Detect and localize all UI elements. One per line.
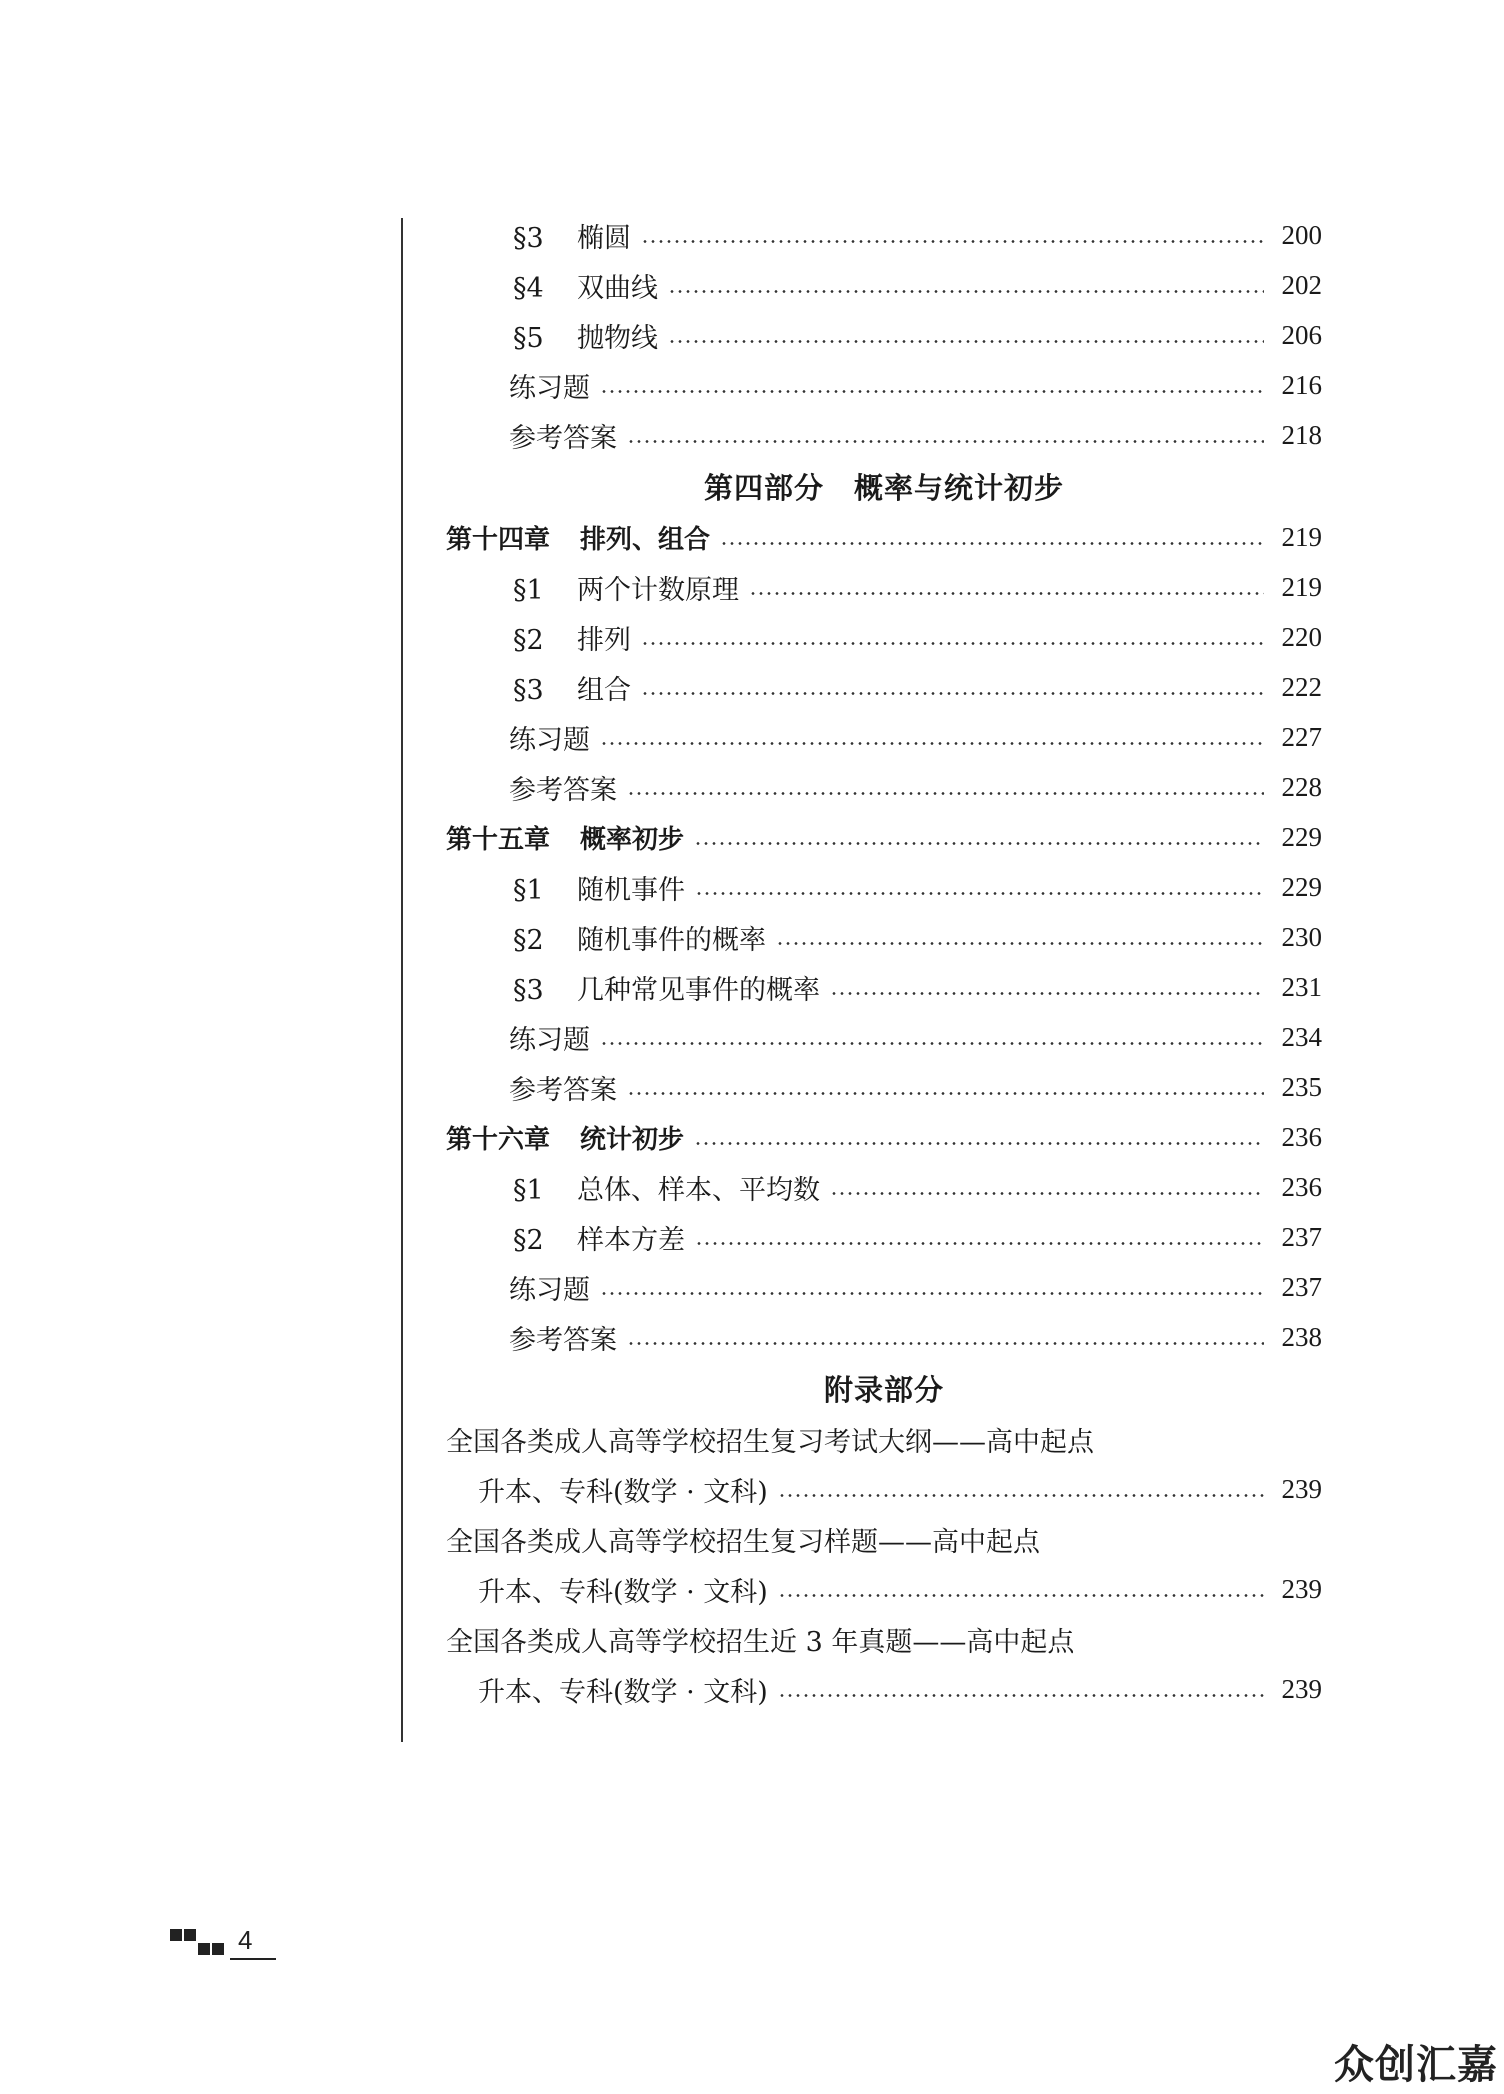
page-ref: 236 (1281, 1121, 1322, 1152)
entry-title (513, 266, 658, 305)
section-symbol: §1 (513, 574, 544, 606)
entry-title-text: 样本方差 (577, 1224, 685, 1256)
margin-rule (401, 218, 403, 1742)
toc-entry-sec[interactable] (446, 962, 1322, 1012)
leader-dots (830, 1192, 1264, 1195)
entry-title-text: 概率初步 (580, 824, 685, 855)
toc-entry-sec[interactable] (446, 1212, 1322, 1262)
page-ref: 200 (1281, 219, 1322, 250)
entry-title (509, 1018, 590, 1057)
entry-title (513, 618, 631, 657)
section-symbol: §4 (513, 272, 544, 304)
entry-title-text: 统计初步 (580, 1124, 685, 1155)
toc-entry-sub[interactable] (446, 1012, 1322, 1062)
section-symbol: §1 (513, 1174, 544, 1206)
toc-entry-sec[interactable] (446, 612, 1322, 662)
leader-dots (627, 440, 1264, 443)
entry-title-text: 抛物线 (577, 322, 658, 354)
appendix-entry-title[interactable]: 全国各类成人高等学校招生近 3 年真题——高中起点 (446, 1626, 1075, 1658)
page-ref: 230 (1281, 921, 1322, 952)
page-ref: 219 (1281, 521, 1322, 552)
footer-decoration (212, 1943, 224, 1955)
leader-dots (830, 992, 1264, 995)
toc-entry-sec[interactable] (446, 210, 1322, 260)
section-symbol: §3 (513, 222, 544, 254)
part-heading: 附录部分 (823, 1372, 944, 1407)
leader-dots (695, 1242, 1264, 1245)
leader-dots (778, 1494, 1264, 1497)
section-symbol: §2 (513, 1224, 544, 1256)
entry-title (513, 968, 820, 1007)
toc-entry-chap[interactable] (446, 1112, 1322, 1162)
leader-dots (695, 892, 1264, 895)
toc-entry-chap[interactable] (446, 512, 1322, 562)
entry-title-text: 几种常见事件的概率 (577, 974, 820, 1006)
page-ref: 229 (1281, 871, 1322, 902)
entry-title (478, 1470, 768, 1509)
leader-dots (600, 1042, 1264, 1045)
footer-decoration (170, 1929, 182, 1941)
entry-title-text: 练习题 (509, 1274, 590, 1306)
toc-entry-app2[interactable] (446, 1664, 1322, 1714)
page-ref: 216 (1281, 369, 1322, 400)
page-ref: 231 (1281, 971, 1322, 1002)
footer-decoration (184, 1929, 196, 1941)
section-symbol: §3 (513, 674, 544, 706)
page-ref: 227 (1281, 721, 1322, 752)
toc-entry-sec[interactable] (446, 912, 1322, 962)
page-ref: 239 (1281, 1573, 1322, 1604)
entry-title-text: 升本、专科(数学 · 文科) (478, 1576, 768, 1608)
entry-title (446, 519, 710, 556)
page-ref: 237 (1281, 1221, 1322, 1252)
appendix-entry-title[interactable]: 全国各类成人高等学校招生复习考试大纲——高中起点 (446, 1426, 1094, 1458)
entry-title (509, 366, 590, 405)
leader-dots (600, 1292, 1264, 1295)
entry-title-text: 参考答案 (509, 1324, 617, 1356)
page-ref: 219 (1281, 571, 1322, 602)
toc-entry-chap[interactable] (446, 812, 1322, 862)
leader-dots (627, 1092, 1264, 1095)
page-ref: 220 (1281, 621, 1322, 652)
section-symbol: §2 (513, 924, 544, 956)
page-ref: 235 (1281, 1071, 1322, 1102)
page-number: 4 (238, 1925, 253, 1955)
part-heading: 第四部分 概率与统计初步 (703, 470, 1064, 505)
entry-title (509, 718, 590, 757)
entry-title-text: 排列、组合 (580, 524, 711, 555)
section-symbol: §3 (513, 974, 544, 1006)
page-ref: 239 (1281, 1673, 1322, 1704)
leader-dots (776, 942, 1264, 945)
page-ref: 234 (1281, 1021, 1322, 1052)
page-ref: 237 (1281, 1271, 1322, 1302)
entry-title-text: 组合 (577, 674, 631, 706)
entry-title (513, 918, 766, 957)
entry-title-text: 升本、专科(数学 · 文科) (478, 1476, 768, 1508)
toc-entry-sub[interactable] (446, 1062, 1322, 1112)
page-ref: 239 (1281, 1473, 1322, 1504)
section-symbol: §1 (513, 874, 544, 906)
entry-title-text: 练习题 (509, 372, 590, 404)
entry-title (478, 1570, 768, 1609)
entry-title (446, 1119, 684, 1156)
leader-dots (694, 1142, 1264, 1145)
entry-title-text: 总体、样本、平均数 (577, 1174, 820, 1206)
toc-entry-sub[interactable] (446, 712, 1322, 762)
entry-title-text: 参考答案 (509, 1074, 617, 1106)
entry-title (509, 416, 617, 455)
entry-title (509, 1268, 590, 1307)
entry-title (513, 216, 631, 255)
entry-title-text: 双曲线 (577, 272, 658, 304)
entry-title (513, 668, 631, 707)
page-ref: 238 (1281, 1321, 1322, 1352)
watermark: 众创汇嘉 (1334, 2042, 1498, 2088)
toc-entry-app2[interactable] (446, 1564, 1322, 1614)
chapter-label: 第十四章 (446, 524, 551, 555)
entry-title (513, 1168, 820, 1207)
table-of-contents (446, 210, 1322, 1714)
toc-entry-sub[interactable] (446, 1312, 1322, 1362)
entry-title-text: 排列 (577, 624, 631, 656)
page-footer (170, 1925, 276, 1965)
entry-title-text: 随机事件 (577, 874, 685, 906)
leader-dots (600, 742, 1264, 745)
chapter-label: 第十五章 (446, 824, 551, 855)
toc-entry-sub[interactable] (446, 410, 1322, 460)
entry-title-text: 椭圆 (577, 222, 631, 254)
leader-dots (778, 1594, 1264, 1597)
section-symbol: §5 (513, 322, 544, 354)
entry-title (478, 1670, 768, 1709)
page-ref: 236 (1281, 1171, 1322, 1202)
toc-entry-sec[interactable] (446, 260, 1322, 310)
leader-dots (749, 592, 1264, 595)
page-ref: 206 (1281, 319, 1322, 350)
leader-dots (668, 290, 1264, 293)
entry-title-text: 参考答案 (509, 774, 617, 806)
leader-dots (641, 642, 1264, 645)
leader-dots (778, 1694, 1264, 1697)
entry-title (513, 868, 685, 907)
toc-entry-sec[interactable] (446, 862, 1322, 912)
toc-entry-sec[interactable] (446, 310, 1322, 360)
entry-title (513, 1218, 685, 1257)
leader-dots (720, 542, 1264, 545)
page-ref: 229 (1281, 821, 1322, 852)
entry-title (509, 1068, 617, 1107)
leader-dots (627, 1342, 1264, 1345)
footer-line (230, 1958, 276, 1960)
section-symbol: §2 (513, 624, 544, 656)
page-ref: 222 (1281, 671, 1322, 702)
entry-title (513, 568, 739, 607)
page-ref: 228 (1281, 771, 1322, 802)
entry-title-text: 随机事件的概率 (577, 924, 766, 956)
toc-entry-app2[interactable] (446, 1464, 1322, 1514)
entry-title-text: 参考答案 (509, 422, 617, 454)
entry-title (513, 316, 658, 355)
appendix-entry-title[interactable]: 全国各类成人高等学校招生复习样题——高中起点 (446, 1526, 1040, 1558)
page-ref: 202 (1281, 269, 1322, 300)
page-ref: 218 (1281, 419, 1322, 450)
leader-dots (641, 692, 1264, 695)
entry-title (509, 1318, 617, 1357)
toc-entry-sub[interactable] (446, 1262, 1322, 1312)
leader-dots (668, 340, 1264, 343)
entry-title (446, 819, 684, 856)
entry-title (509, 768, 617, 807)
leader-dots (600, 390, 1264, 393)
leader-dots (627, 792, 1264, 795)
chapter-label: 第十六章 (446, 1124, 551, 1155)
leader-dots (641, 240, 1264, 243)
entry-title-text: 练习题 (509, 1024, 590, 1056)
entry-title-text: 升本、专科(数学 · 文科) (478, 1676, 768, 1708)
entry-title-text: 练习题 (509, 724, 590, 756)
toc-entry-sec[interactable] (446, 1162, 1322, 1212)
footer-decoration (198, 1943, 210, 1955)
entry-title-text: 两个计数原理 (577, 574, 739, 606)
leader-dots (694, 842, 1264, 845)
toc-entry-sec[interactable] (446, 662, 1322, 712)
toc-entry-sec[interactable] (446, 562, 1322, 612)
toc-entry-sub[interactable] (446, 762, 1322, 812)
toc-entry-sub[interactable] (446, 360, 1322, 410)
